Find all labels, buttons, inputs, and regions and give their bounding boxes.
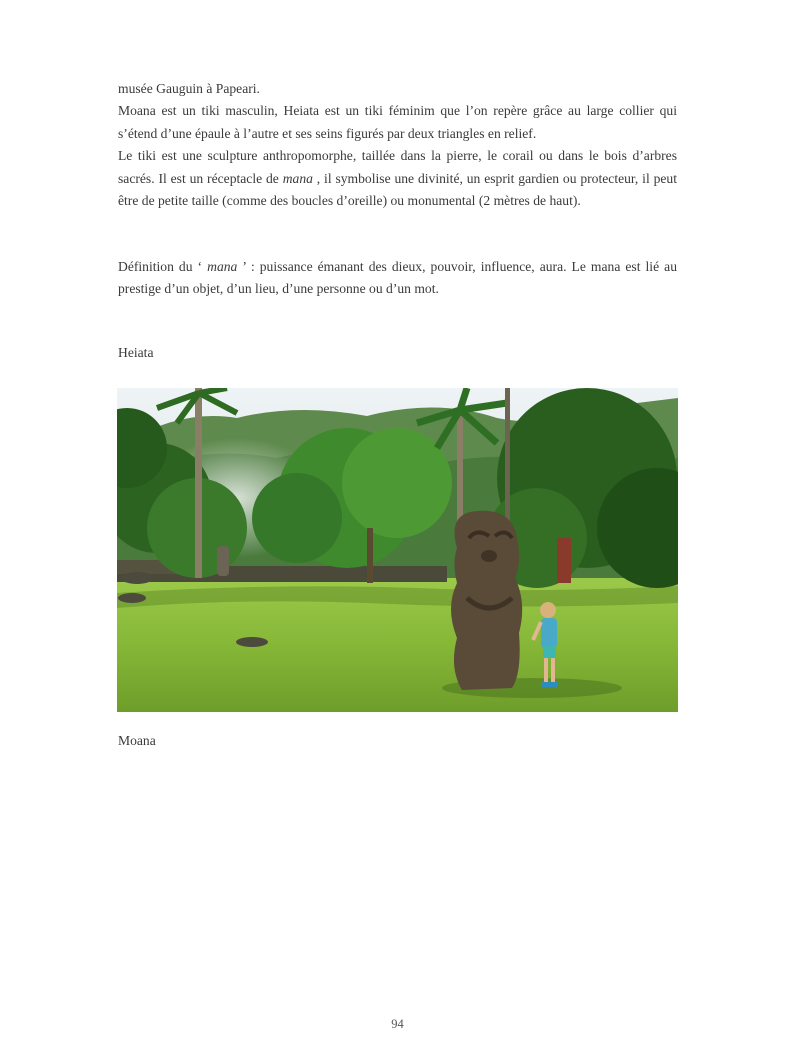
text-mana-definition (118, 256, 677, 301)
def-mana-term: mana (207, 259, 238, 274)
text-line-gauguin: musée Gauguin à Papeari. (118, 81, 260, 96)
body-paragraph-tiki (118, 78, 677, 212)
page-number: 94 (391, 1017, 404, 1031)
def-text-before: Définition du ‘ (118, 259, 208, 274)
caption-heiata: Heiata (118, 345, 154, 360)
body-paragraph-mana (118, 256, 677, 301)
def-text-after: ’ : puissance émanant des dieux, pouvoir, influence, aura. Le mana est lié au prestige d’un objet, d’un lieu, d’une personne ou d’un mot. (118, 259, 677, 297)
tiki-photo (117, 388, 678, 712)
tiki-text-before: Le tiki est une sculpture anthropomorphe, taillée dans la pierre, le corail ou dans le bois d’arbres sacrés. Il est un réceptacle de (118, 148, 677, 186)
text-moana-heiata: Moana est un tiki masculin, Heiata est un tiki féminim que l’on repère grâce au large collier qui s’étend d’une épaule à l’autre et ses seins figurés par deux triangles en relief. (118, 103, 677, 141)
text-tiki-definition (118, 145, 677, 212)
tiki-photo-illustration (117, 388, 678, 712)
caption-moana: Moana (118, 733, 156, 748)
tiki-mana-term: mana (282, 170, 313, 186)
tiki-text-after: , il symbolise une divinité, un esprit gardien ou protecteur, il peut être de petite taille (comme des boucles d’oreille) ou monumental (2 mètres de haut). (118, 170, 677, 209)
